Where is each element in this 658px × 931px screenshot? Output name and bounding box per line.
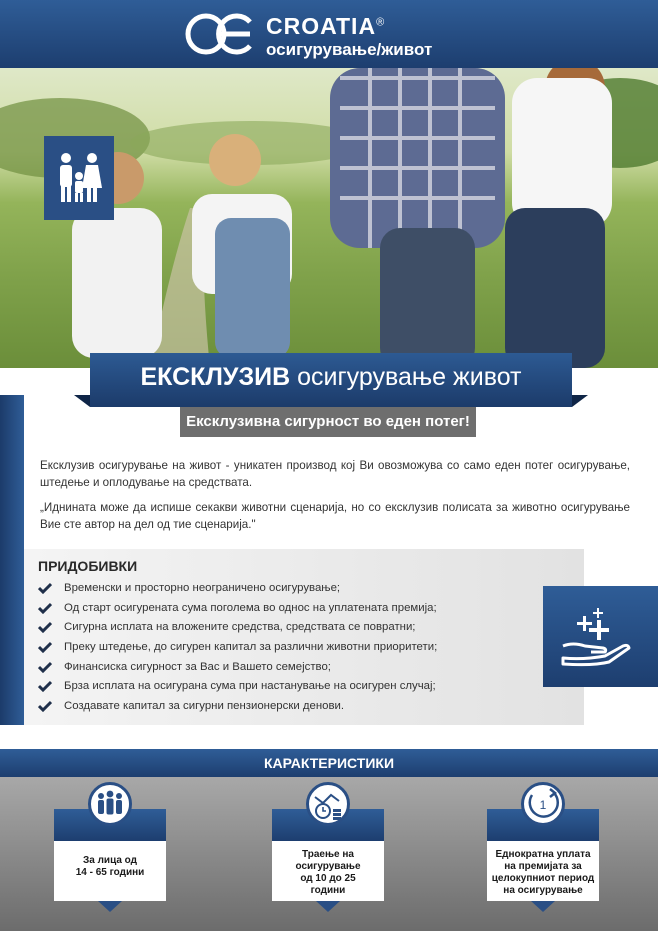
card-pointer: [531, 901, 555, 912]
svg-text:1: 1: [539, 798, 547, 812]
check-icon: [38, 621, 52, 633]
card-pointer: [98, 901, 122, 912]
list-item: Финансиска сигурност за Вас и Вашето семејство;: [38, 657, 437, 677]
list-item: Временски и просторно неограничено осигурување;: [38, 578, 437, 598]
hero-photo: [0, 68, 658, 368]
characteristic-card: [54, 809, 166, 901]
check-icon: [38, 641, 52, 653]
card-label: Еднократна уплата на премијата за целокупниот период на осигурување: [491, 849, 595, 896]
family-icon: [44, 136, 114, 220]
intro-paragraph: Ексклузив осигурување на живот - уникатен производ кој Ви овозможува со само еден потег осигурување, штедење и оплодување на средствата.: [40, 459, 630, 489]
family-badge: [44, 136, 114, 220]
list-item: Преку штедење, до сигурен капитал за различни животни приоритети;: [38, 637, 437, 657]
benefits-icon-box: [543, 586, 658, 687]
characteristic-card: [272, 809, 384, 901]
brand-name: CROATIA®: [266, 13, 386, 39]
croatia-logo-icon: [184, 12, 256, 56]
list-item: Сигурна исплата на вложените средства, средствата се повратни;: [38, 617, 437, 637]
benefits-title: ПРИДОБИВКИ: [38, 558, 138, 574]
check-icon: [38, 680, 52, 692]
characteristic-card: [487, 798, 599, 901]
banner-fold-right: [572, 395, 588, 407]
list-item: Создавате капитал за сигурни пензионерски денови.: [38, 696, 437, 716]
check-icon: [38, 700, 52, 712]
single-payment-icon: [521, 782, 565, 826]
check-icon: [38, 602, 52, 614]
left-accent-bar: [0, 395, 24, 725]
card-label: За лица од 14 - 65 години: [75, 855, 145, 878]
hand-plus-icon: [543, 586, 658, 687]
benefits-list: [38, 578, 437, 716]
quote-paragraph: „Иднината може да испише секакви животни сценарија, но со ексклузив полисата за животно осигурување Вие сте автор на дел од тие сценарија.": [40, 501, 630, 531]
product-subtitle: Ексклузивна сигурност во еден потег!: [180, 407, 476, 437]
banner-fold-left: [74, 395, 90, 407]
product-title: ЕКСКЛУЗИВ осигурување живот: [140, 363, 522, 391]
list-item: Брза исплата на осигурана сума при настанување на осигурен случај;: [38, 676, 437, 696]
list-item: Од старт осигурената сума поголема во однос на уплатената премија;: [38, 598, 437, 618]
brand-subtitle: осигурување/живот: [266, 40, 433, 59]
clock-chart-icon: [306, 782, 350, 826]
check-icon: [38, 661, 52, 673]
card-pointer: [316, 901, 340, 912]
check-icon: [38, 582, 52, 594]
characteristics-title: КАРАКТЕРИСТИКИ: [263, 755, 395, 771]
card-label: Траење на осигурување од 10 до 25 години: [295, 849, 361, 896]
people-icon: [88, 782, 132, 826]
